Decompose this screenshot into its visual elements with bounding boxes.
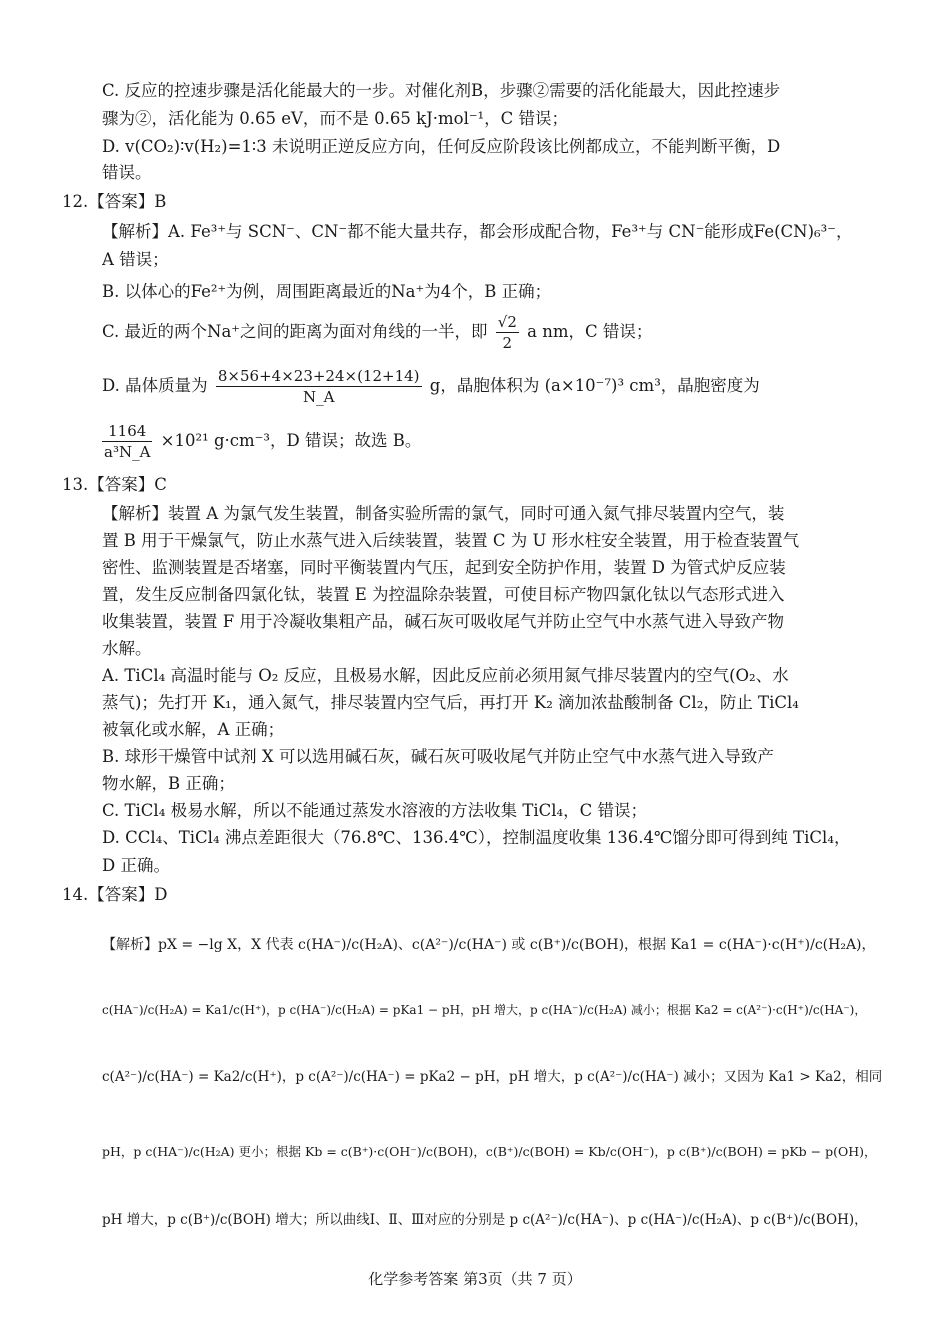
text-line: 【解析】装置 A 为氯气发生装置，制备实验所需的氯气，同时可通入氮气排尽装置内空气，装 [102,504,785,523]
text-segment: ×10²¹ g·cm⁻³，D 错误；故选 B。 [160,431,422,450]
text-line: C. 反应的控速步骤是活化能最大的一步。对催化剂B，步骤②需要的活化能最大，因此控速步 [102,81,781,100]
text-line: B. 以体心的Fe²⁺为例，周围距离最近的Na⁺为4个，B 正确； [102,282,552,301]
numerator: √2 [497,313,517,331]
text-segment: C. 最近的两个Na⁺之间的距离为面对角线的一半，即 [102,322,488,341]
text-line: A. TiCl₄ 高温时能与 O₂ 反应，且极易水解，因此反应前必须用氮气排尽装置内的空气(O₂、水 [102,666,789,685]
fraction [102,422,152,461]
math-line: 【解析】pX = −lg X，X 代表 c(HA⁻)/c(H₂A)、c(A²⁻)/c(HA⁻) 或 c(B⁺)/c(BOH)，根据 Ka1 = c(HA⁻)·c(H⁺)/c(H₂A)， [102,937,876,953]
text-line: 密性、监测装置是否堵塞，同时平衡装置内气压，起到安全防护作用，装置 D 为管式炉反应装 [102,558,786,577]
fraction [216,367,422,406]
page-footer: 化学参考答案 第3页（共 7 页） [368,1270,582,1288]
denominator: N_A [302,388,335,406]
fraction [496,313,519,352]
text-segment: D. 晶体质量为 [102,376,208,395]
text-line: B. 球形干燥管中试剂 X 可以选用碱石灰，碱石灰可吸收尾气并防止空气中水蒸气进入导致产 [102,747,774,766]
text-line [102,304,892,360]
text-line: 被氧化或水解，A 正确； [102,720,285,739]
text-segment: a nm，C 错误； [527,322,653,341]
text-line: 错误。 [102,163,152,182]
numerator: 1164 [102,422,152,442]
math-line: c(A²⁻)/c(HA⁻) = Ka2/c(H⁺)，p c(A²⁻)/c(HA⁻) = pKa2 − pH，pH 增大，p c(A²⁻)/c(HA⁻) 减小；又因为 Ka1 > Ka2，相同 [102,1069,883,1085]
text-line: D. v(CO₂)∶v(H₂)=1∶3 未说明正逆反应方向，任何反应阶段该比例都成立，不能判断平衡，D [102,137,781,156]
text-line: C. TiCl₄ 极易水解，所以不能通过蒸发水溶液的方法收集 TiCl₄，C 错误； [102,801,647,820]
text-segment: g，晶胞体积为 (a×10⁻⁷)³ cm³，晶胞密度为 [429,376,760,395]
text-line [102,358,892,414]
text-segment: 【解析】A. Fe³⁺与 SCN⁻、CN⁻都不能大量共存，都会形成配合物，Fe³⁺与 CN⁻能形成 [102,222,754,241]
question-13-answer: 13.【答案】C [62,475,167,494]
text-line: 骤为②，活化能为 0.65 eV，而不是 0.65 kJ·mol⁻¹，C 错误； [102,109,569,128]
text-line: 收集装置，装置 F 用于冷凝收集粗产品，碱石灰可吸收尾气并防止空气中水蒸气进入导致产物 [102,612,784,631]
text-line: 蒸气)；先打开 K₁，通入氮气，排尽装置内空气后，再打开 K₂ 滴加浓盐酸制备 Cl₂，防止 TiCl₄ [102,693,799,712]
text-line: D. CCl₄、TiCl₄ 沸点差距很大（76.8℃、136.4℃），控制温度收集 136.4℃馏分即可得到纯 TiCl₄， [102,828,851,847]
question-12-answer: 12.【答案】B [62,192,167,211]
denominator: 2 [502,334,513,352]
text-line: 置，发生反应制备四氯化钛，装置 E 为控温除杂装置，可使目标产物四氯化钛以气态形式进入 [102,585,785,604]
math-line: pH，p c(HA⁻)/c(H₂A) 更小；根据 Kb = c(B⁺)·c(OH⁻)/c(BOH)，c(B⁺)/c(BOH) = Kb/c(OH⁻)，p c(B⁺)/c(BOH) = pKb − p(OH)， [102,1144,877,1159]
question-14-answer: 14.【答案】D [62,885,168,904]
text-line [102,221,892,243]
text-line: A 错误； [102,250,169,269]
text-line: 水解。 [102,639,152,658]
text-line: D 正确。 [102,856,170,875]
math-line: pH 增大，p c(B⁺)/c(BOH) 增大；所以曲线Ⅰ、Ⅱ、Ⅲ对应的分别是 p c(A²⁻)/c(HA⁻)、p c(HA⁻)/c(H₂A)、p c(B⁺)/c(BOH)， [102,1212,868,1228]
text-line [102,413,892,469]
text-line: 物水解，B 正确； [102,774,235,793]
formula-segment: Fe(CN)₆³⁻， [753,222,853,241]
text-line: 置 B 用于干燥氯气，防止水蒸气进入后续装置，装置 C 为 U 形水柱安全装置，用于检查装置气 [102,531,800,550]
numerator: 8×56+4×23+24×(12+14) [217,367,420,385]
denominator: a³N_A [104,443,151,461]
math-line: c(HA⁻)/c(H₂A) = Ka1/c(H⁺)，p c(HA⁻)/c(H₂A) = pKa1 − pH，pH 增大，p c(HA⁻)/c(H₂A) 减小；根据 Ka2 = c(A²⁻)·c(H⁺)/c(HA⁻)， [102,1003,867,1017]
